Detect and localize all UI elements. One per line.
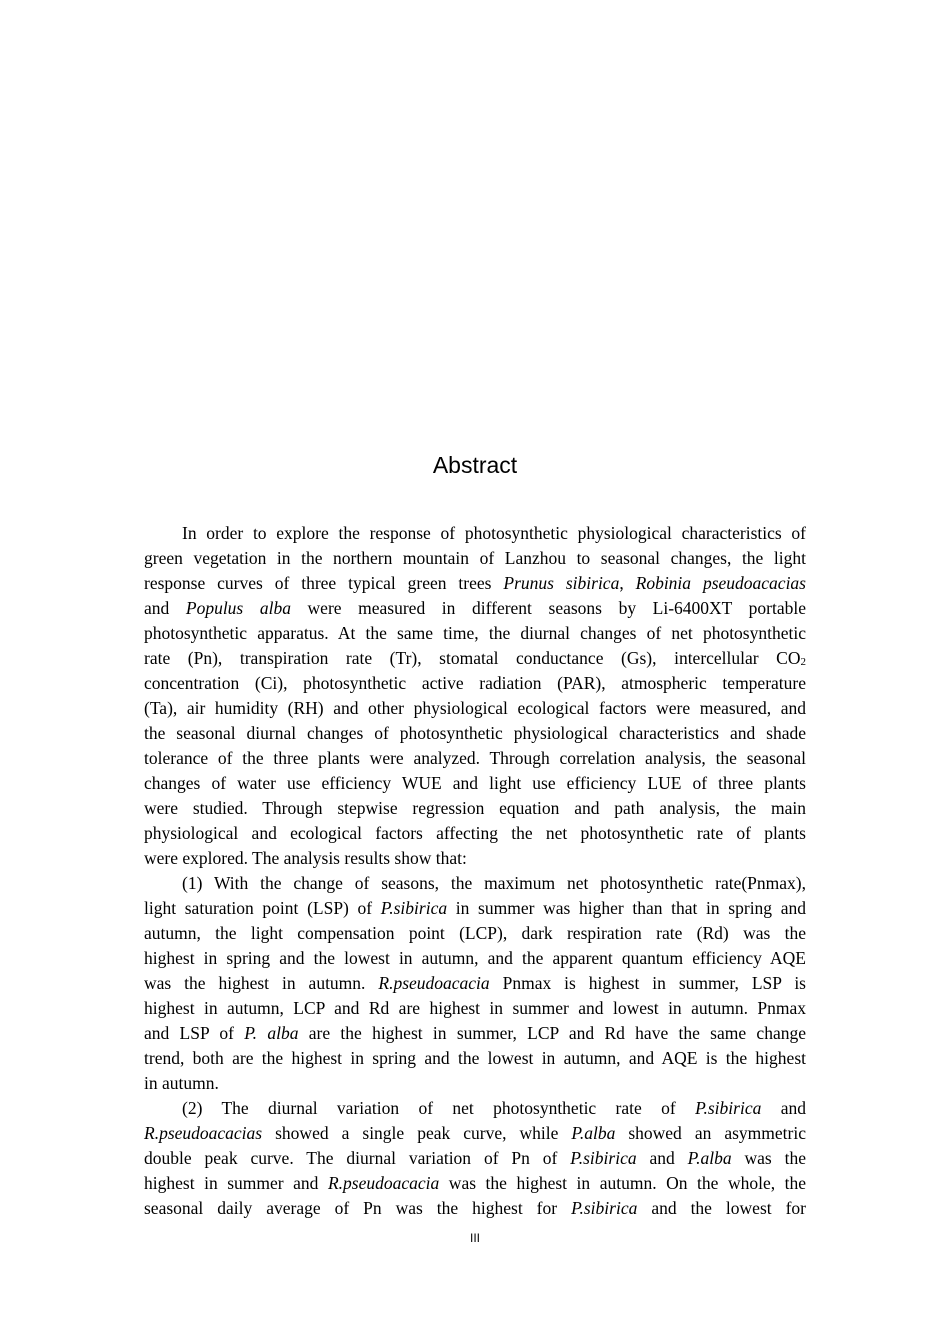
text-segment: and (144, 598, 186, 618)
text-line (144, 596, 806, 621)
species-name: Prunus sibirica (503, 573, 620, 593)
text-line (144, 996, 806, 1021)
text-segment: and (636, 1148, 688, 1168)
text-line (144, 671, 806, 696)
text-segment: showed an asymmetric (615, 1123, 806, 1143)
text-segment: rate (Pn), transpiration rate (Tr), stomatal conductance (Gs), intercellular CO (144, 648, 801, 668)
text-segment: green vegetation in the northern mountain of Lanzhou to seasonal changes, the light (144, 548, 806, 568)
text-line (144, 746, 806, 771)
text-segment: autumn, the light compensation point (LCP), dark respiration rate (Rd) was the (144, 923, 806, 943)
text-segment: seasonal daily average of Pn was the highest for (144, 1198, 572, 1218)
text-segment: highest in spring and the lowest in autumn, and the apparent quantum efficiency AQE (144, 948, 806, 968)
text-line (144, 546, 806, 571)
text-line (144, 1046, 806, 1071)
subscript: 2 (800, 656, 806, 668)
text-segment: and (761, 1098, 806, 1118)
text-segment: tolerance of the three plants were analyzed. Through correlation analysis, the seasonal (144, 748, 806, 768)
text-segment: the seasonal diurnal changes of photosynthetic physiological characteristics and shade (144, 723, 806, 743)
abstract-title: Abstract (432, 452, 518, 478)
text-segment: (1) With the change of seasons, the maximum net photosynthetic rate(Pnmax), (182, 873, 806, 893)
text-segment: were studied. Through stepwise regression equation and path analysis, the main (144, 798, 806, 818)
species-name: P.alba (571, 1123, 616, 1143)
species-name: P.sibirica (695, 1098, 762, 1118)
text-segment: concentration (Ci), photosynthetic active radiation (PAR), atmospheric temperature (144, 673, 806, 693)
text-segment: was the highest in autumn. On the whole, the (439, 1173, 807, 1193)
text-line (144, 771, 806, 796)
text-line (144, 1171, 806, 1196)
text-segment: and the lowest for (637, 1198, 806, 1218)
text-line (144, 1196, 806, 1221)
text-segment: were measured in different seasons by Li-6400XT portable (290, 598, 806, 618)
species-name: Robinia pseudoacacias (635, 573, 806, 593)
text-segment: , (619, 573, 636, 593)
text-line (144, 946, 806, 971)
text-segment: changes of water use efficiency WUE and light use efficiency LUE of three plants (144, 773, 806, 793)
species-name: P.sibirica (571, 1198, 638, 1218)
text-line (144, 796, 806, 821)
text-segment: and LSP of (144, 1023, 245, 1043)
text-line (144, 621, 806, 646)
species-name: P.sibirica (570, 1148, 637, 1168)
species-name: Populus alba (185, 598, 291, 618)
species-name: R.pseudoacacias (144, 1123, 263, 1143)
text-line (144, 921, 806, 946)
text-segment: highest in autumn, LCP and Rd are highest in summer and lowest in autumn. Pnmax (144, 998, 806, 1018)
text-segment: light saturation point (LSP) of (144, 898, 381, 918)
text-line (144, 521, 806, 546)
text-segment: trend, both are the highest in spring and the lowest in autumn, and AQE is the highest (144, 1048, 806, 1068)
text-segment: In order to explore the response of photosynthetic physiological characteristics of (182, 523, 806, 543)
text-line (144, 696, 806, 721)
text-line (144, 971, 806, 996)
text-line (144, 571, 806, 596)
species-name: P.alba (687, 1148, 732, 1168)
text-line (144, 646, 806, 671)
species-name: R.pseudoacacia (378, 973, 490, 993)
text-segment: (2) The diurnal variation of net photosynthetic rate of (182, 1098, 696, 1118)
text-segment: were explored. The analysis results show that: (144, 848, 467, 868)
species-name: R.pseudoacacia (327, 1173, 440, 1193)
text-line (144, 1096, 806, 1121)
text-line (144, 846, 806, 871)
text-segment: in summer was higher than that in spring and (447, 898, 806, 918)
species-name: P.sibirica (380, 898, 448, 918)
abstract-body (144, 521, 806, 1221)
species-name: P. alba (244, 1023, 299, 1043)
text-segment: was the highest in autumn. (144, 973, 379, 993)
text-segment: response curves of three typical green trees (144, 573, 504, 593)
text-line (144, 821, 806, 846)
text-line (144, 721, 806, 746)
text-segment: photosynthetic apparatus. At the same time, the diurnal changes of net photosynthetic (144, 623, 806, 643)
text-segment: double peak curve. The diurnal variation of Pn of (144, 1148, 571, 1168)
text-segment: physiological and ecological factors affecting the net photosynthetic rate of plants (144, 823, 806, 843)
text-line (144, 871, 806, 896)
text-segment: highest in summer and (144, 1173, 328, 1193)
text-segment: (Ta), air humidity (RH) and other physiological ecological factors were measured, and (144, 698, 806, 718)
text-segment: in autumn. (144, 1073, 219, 1093)
paragraph (144, 871, 806, 1096)
paragraph (144, 521, 806, 871)
text-line (144, 1146, 806, 1171)
text-segment: was the (731, 1148, 806, 1168)
text-line (144, 1021, 806, 1046)
text-line (144, 896, 806, 921)
text-segment: Pnmax is highest in summer, LSP is (489, 973, 806, 993)
page-number: III (469, 1231, 480, 1245)
paragraph (144, 1096, 806, 1221)
text-segment: are the highest in summer, LCP and Rd have the same change (298, 1023, 806, 1043)
text-line (144, 1071, 806, 1096)
text-line (144, 1121, 806, 1146)
text-segment: showed a single peak curve, while (262, 1123, 572, 1143)
